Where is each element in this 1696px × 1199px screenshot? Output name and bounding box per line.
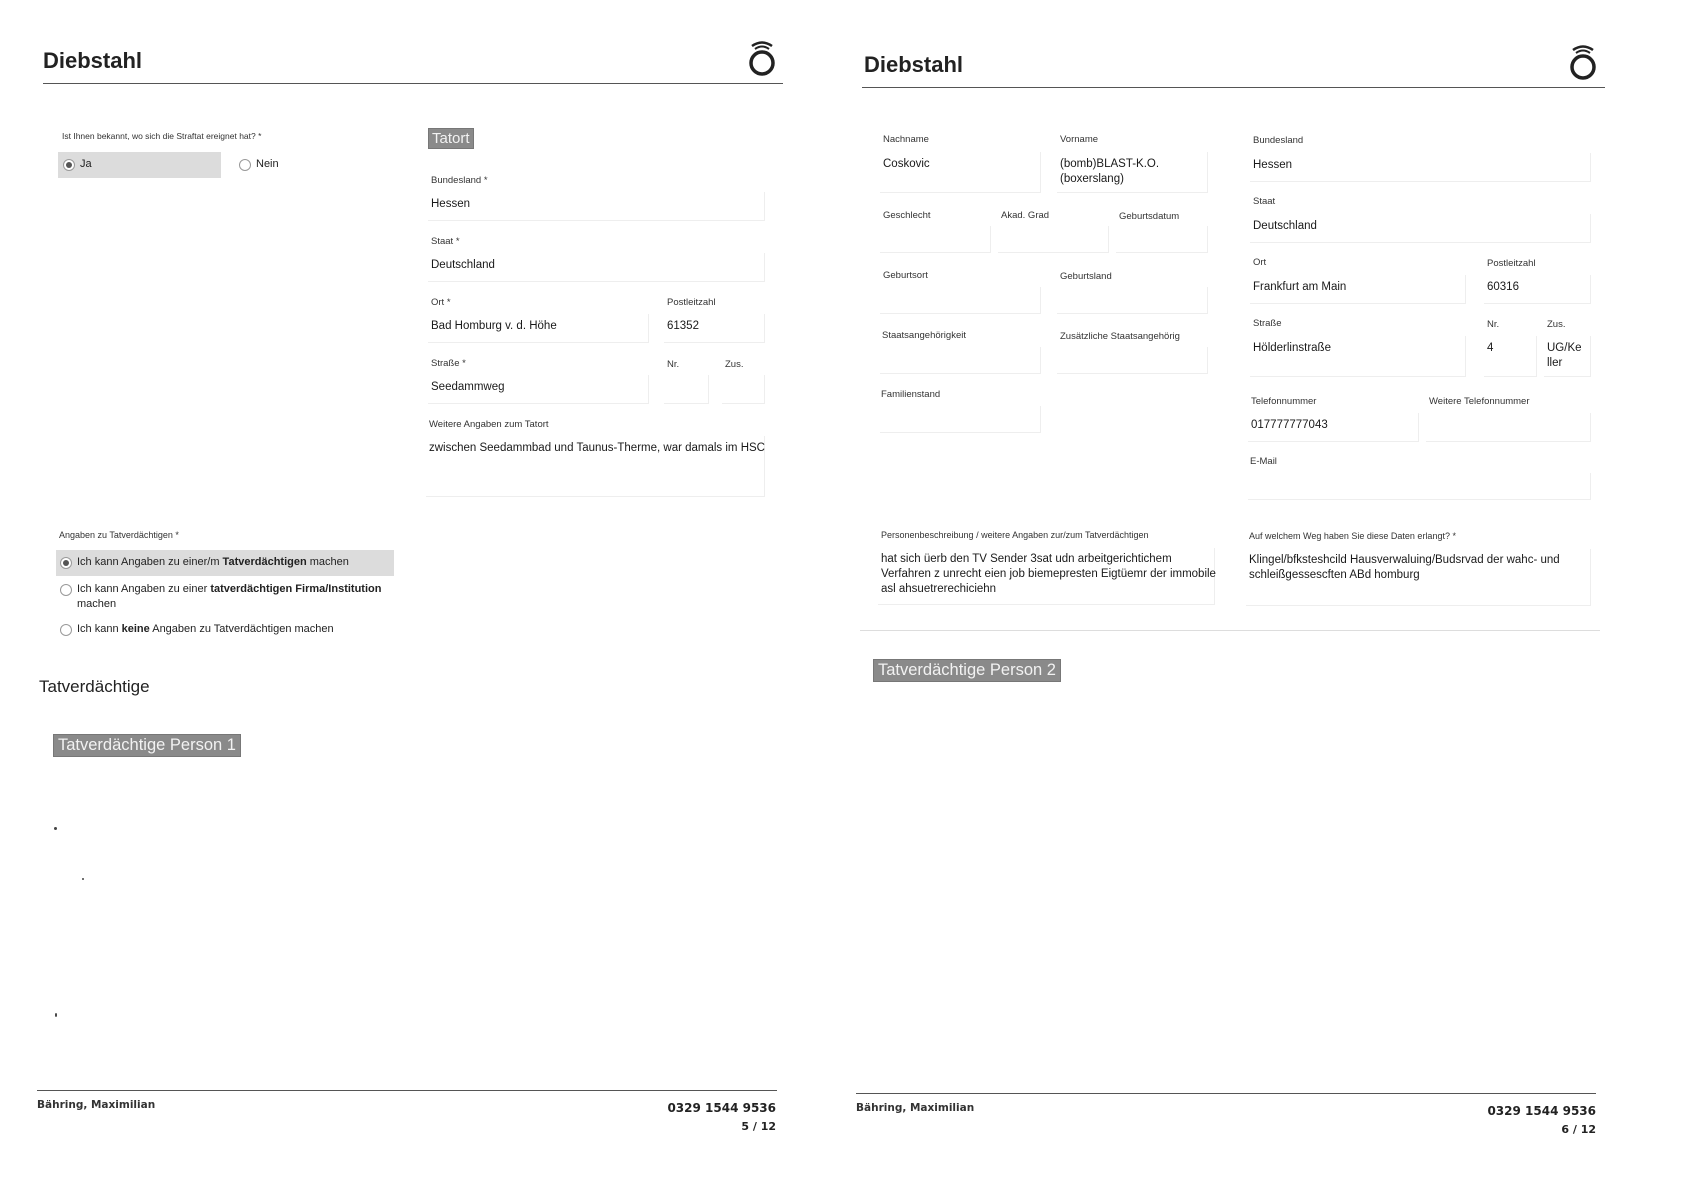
further-info-value: zwischen Seedammbad und Taunus-Therme, war damals im HSC: [429, 442, 765, 454]
city-label: Ort *: [431, 297, 451, 308]
source-label: Auf welchem Weg haben Sie diese Daten erlangt? *: [1249, 531, 1456, 541]
suspect-option-none-label: Ich kann keine Angaben zu Tatverdächtigen machen: [77, 623, 334, 635]
police-logo-icon: [1568, 42, 1598, 80]
source-line: schleißgessescften ABd homburg: [1249, 569, 1420, 581]
phone-field[interactable]: [1248, 413, 1419, 442]
suspect-option-person-label: Ich kann Angaben zu einer/m Tatverdächtigen machen: [77, 556, 349, 568]
radio-suspect-none[interactable]: [60, 624, 72, 636]
email-field[interactable]: [1248, 473, 1591, 500]
option-yes-label: Ja: [80, 158, 92, 170]
postcode-label: Postleitzahl: [1487, 258, 1536, 269]
firstname-label: Vorname: [1060, 134, 1099, 145]
source-field[interactable]: [1246, 549, 1591, 606]
nationality-field[interactable]: [880, 347, 1041, 374]
addition-field[interactable]: [722, 375, 765, 404]
crime-scene-badge: Tatort: [428, 128, 474, 149]
postcode-field[interactable]: [1484, 275, 1591, 304]
state-field[interactable]: [1250, 153, 1591, 182]
postcode-value: 61352: [667, 320, 699, 332]
radio-yes[interactable]: [63, 159, 75, 171]
extra-nationality-field[interactable]: [1057, 347, 1208, 374]
country-label: Staat: [1253, 196, 1276, 207]
country-field[interactable]: [1250, 214, 1591, 243]
further-info-field[interactable]: [426, 436, 765, 497]
birthplace-field[interactable]: [880, 287, 1041, 314]
degree-label: Akad. Grad: [1001, 210, 1050, 221]
birthcountry-label: Geburtsland: [1060, 271, 1112, 282]
suspect-person-2-badge: Tatverdächtige Person 2: [873, 659, 1061, 682]
degree-field[interactable]: [998, 226, 1109, 253]
birthdate-field[interactable]: [1116, 226, 1208, 253]
title-rule: [862, 87, 1605, 88]
birthplace-label: Geburtsort: [883, 270, 928, 281]
description-line: asl ahsuetrerechiciehn: [881, 583, 997, 595]
addition-label: Zus.: [1547, 319, 1566, 330]
gender-label: Geschlecht: [883, 210, 931, 221]
city-label: Ort: [1253, 257, 1267, 268]
postcode-value: 60316: [1487, 281, 1519, 293]
country-value: Deutschland: [1253, 220, 1317, 232]
birthcountry-field[interactable]: [1057, 287, 1208, 314]
further-info-label: Weitere Angaben zum Tatort: [429, 419, 549, 430]
suspect-person-1-badge: Tatverdächtige Person 1: [53, 734, 241, 757]
number-value: 4: [1487, 342, 1494, 354]
scan-speck: [55, 1013, 57, 1017]
street-value: Seedammweg: [431, 381, 505, 393]
extra-nationality-label: Zusätzliche Staatsangehörig: [1060, 331, 1180, 342]
street-field[interactable]: [428, 375, 649, 404]
city-value: Frankfurt am Main: [1253, 281, 1347, 293]
postcode-field[interactable]: [664, 314, 765, 343]
nationality-label: Staatsangehörigkeit: [882, 330, 966, 341]
city-field[interactable]: [428, 314, 649, 343]
phone-label: Telefonnummer: [1251, 396, 1317, 407]
description-line: hat sich üerb den TV Sender 3sat udn arbeitgerichtichem: [881, 553, 1172, 565]
state-value: Hessen: [1253, 159, 1292, 171]
country-field[interactable]: [428, 253, 765, 282]
radio-suspect-company[interactable]: [60, 584, 72, 596]
footer-number: 0329 1544 9536: [667, 1101, 776, 1115]
street-value: Hölderlinstraße: [1253, 342, 1331, 354]
footer-name: Bähring, Maximilian: [37, 1099, 156, 1111]
lastname-field[interactable]: [880, 152, 1041, 193]
title-rule: [43, 83, 783, 84]
phone-value: 017777777043: [1251, 419, 1328, 431]
phone2-field[interactable]: [1426, 413, 1591, 442]
state-field[interactable]: [428, 192, 765, 221]
country-label: Staat *: [431, 236, 460, 247]
suspects-question: Angaben zu Tatverdächtigen *: [59, 530, 179, 540]
addition-label: Zus.: [725, 359, 744, 370]
number-label: Nr.: [667, 359, 680, 370]
suspect-option-none-row[interactable]: [56, 622, 396, 644]
email-label: E-Mail: [1250, 456, 1277, 467]
suspect-option-company-label-line2: machen: [77, 598, 117, 610]
page-title: Diebstahl: [864, 52, 964, 77]
suspects-heading: Tatverdächtige: [39, 677, 150, 696]
scan-speck: [82, 878, 84, 880]
option-yes-row[interactable]: [58, 152, 221, 178]
state-value: Hessen: [431, 198, 470, 210]
police-logo-icon: [747, 38, 777, 76]
birthdate-label: Geburtsdatum: [1119, 211, 1180, 222]
country-value: Deutschland: [431, 259, 495, 271]
footer-page: 5 / 12: [741, 1120, 776, 1133]
street-field[interactable]: [1250, 336, 1466, 377]
radio-suspect-person[interactable]: [60, 557, 72, 569]
footer-rule: [37, 1090, 777, 1091]
footer-page: 6 / 12: [1561, 1123, 1596, 1136]
addition-value: UG/Ke: [1547, 342, 1582, 354]
firstname-value-line2: (boxerslang): [1060, 173, 1124, 185]
addition-value-line2: ller: [1547, 357, 1563, 369]
street-label: Straße: [1253, 318, 1282, 329]
radio-no[interactable]: [239, 159, 251, 171]
city-value: Bad Homburg v. d. Höhe: [431, 320, 557, 332]
marital-label: Familienstand: [881, 389, 941, 400]
suspect-option-company-row[interactable]: [56, 582, 396, 616]
page-title: Diebstahl: [43, 48, 143, 73]
state-label: Bundesland: [1253, 135, 1304, 146]
marital-field[interactable]: [880, 406, 1041, 433]
suspect-option-person-row[interactable]: [56, 550, 394, 576]
postcode-label: Postleitzahl: [667, 297, 716, 308]
location-question: Ist Ihnen bekannt, wo sich die Straftat ereignet hat? *: [62, 131, 262, 141]
footer-rule: [856, 1093, 1596, 1094]
lastname-value: Coskovic: [883, 158, 930, 170]
description-label: Personenbeschreibung / weitere Angaben zur/zum Tatverdächtigen: [881, 530, 1149, 540]
gender-field[interactable]: [880, 226, 991, 253]
city-field[interactable]: [1250, 275, 1466, 304]
scan-speck: [54, 827, 57, 830]
lastname-label: Nachname: [883, 134, 929, 145]
option-no-row[interactable]: [239, 152, 359, 178]
addition-field[interactable]: [1544, 336, 1591, 377]
state-label: Bundesland *: [431, 175, 488, 186]
suspect-option-company-label: Ich kann Angaben zu einer tatverdächtigen Firma/Institution: [77, 583, 382, 595]
number-field[interactable]: [664, 375, 709, 404]
street-label: Straße *: [431, 358, 466, 369]
description-field[interactable]: [878, 548, 1215, 605]
number-label: Nr.: [1487, 319, 1500, 330]
option-no-label: Nein: [256, 158, 279, 170]
footer-name: Bähring, Maximilian: [856, 1102, 975, 1114]
number-field[interactable]: [1484, 336, 1537, 377]
phone2-label: Weitere Telefonnummer: [1429, 396, 1530, 407]
footer-number: 0329 1544 9536: [1487, 1104, 1596, 1118]
description-line: Verfahren z unrecht eien job biemepresten Eigtüemr der immobile: [881, 568, 1216, 580]
source-line: Klingel/bfksteshcild Hausverwaluing/Budsrvad der wahc- und: [1249, 554, 1560, 566]
firstname-field[interactable]: [1057, 152, 1208, 193]
section-divider: [860, 630, 1600, 631]
firstname-value: (bomb)BLAST-K.O.: [1060, 158, 1160, 170]
